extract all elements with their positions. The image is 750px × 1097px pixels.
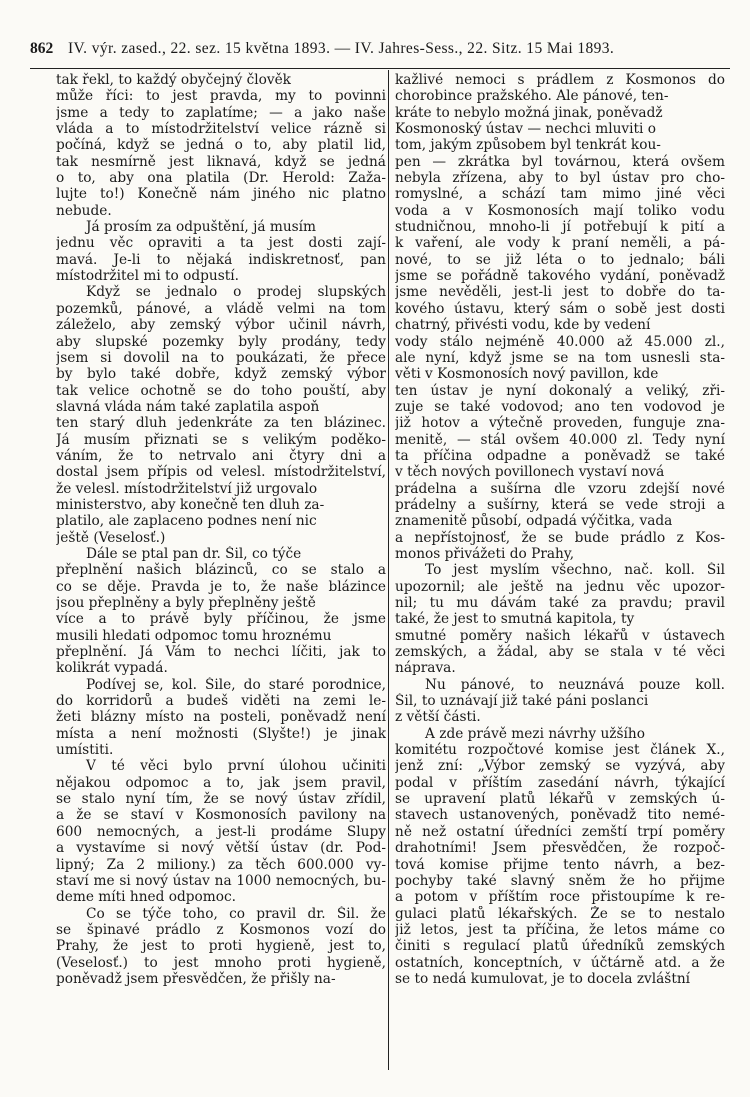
- text-line: vody stálo nejméně 40.000 až 45.000 zl.,: [395, 333, 725, 350]
- text-line: žeti blázny místo na posteli, poněvadž není: [56, 709, 386, 726]
- text-line: Kosmonoský ústav — nechci mluviti o: [395, 121, 656, 138]
- text-line: voda a v Kosmonosích mají toliko vodu: [395, 202, 725, 219]
- text-line: činiti s regulací platů úředníků zemských: [395, 938, 725, 955]
- text-line: musili hledati odpomoc tomu hroznému: [56, 627, 332, 644]
- text-line: k vaření, ale vody k praní neměli, a pá-: [395, 235, 725, 252]
- text-line: monos přivážeti do Prahy,: [395, 545, 575, 562]
- text-line: slavná vláda nám také zaplatila aspoň: [56, 398, 320, 415]
- text-line: náprava.: [395, 660, 456, 677]
- text-line: Šil, to uznávají již také páni poslanci: [395, 693, 649, 710]
- text-line: komitétu rozpočtové komise jest článek X.,: [395, 742, 725, 759]
- text-line: kového ústavu, který sám o sobě jest dosti: [395, 300, 725, 317]
- text-line: tová komise přijme tento návrh, a bez-: [395, 856, 725, 873]
- text-line: se upravení platů lékařů v zemských ú-: [395, 791, 725, 808]
- text-line: Dále se ptal pan dr. Šil, co týče: [86, 545, 302, 562]
- text-line: ministerstvo, aby konečně ten dluh za-: [56, 496, 325, 513]
- text-line: že velesl. místodržitelství již urgovalo: [56, 480, 318, 497]
- right-column: [395, 72, 725, 1072]
- text-line: jsem si dovolil na to poukázati, že přece: [56, 349, 386, 366]
- text-line: ještě (Veselosť.): [56, 529, 166, 546]
- text-line: jenž zní: „Výbor zemský se vyzývá, aby: [395, 758, 725, 775]
- text-line: (Veselosť.) to jest mnoho proti hygieně,: [56, 954, 386, 971]
- header-rule: [30, 68, 730, 69]
- text-line: pochyby také slavný sněm že ho přijme: [395, 872, 725, 889]
- column-divider: [388, 70, 389, 1070]
- page-number: 862: [30, 40, 54, 57]
- text-line: jsme se pořádně takového vydání, poněvadž: [395, 268, 725, 285]
- text-line: kolikrát vypadá.: [56, 660, 168, 677]
- text-line: Podívej se, kol. Šile, do staré porodnice,: [86, 676, 386, 693]
- text-line: ten ústav je nyní dokonalý a veliký, zři-: [395, 382, 725, 399]
- text-line: v těch nových povillonech vystaví nová: [395, 464, 665, 481]
- text-line: prádelny a sušírny, která se vede stroji a: [395, 496, 725, 513]
- text-line: nebude.: [56, 202, 112, 219]
- text-line: lujte to!) Konečně nám jiného nic platno: [56, 186, 386, 203]
- text-line: drahotními! Jsem přesvědčen, že rozpoč-: [395, 840, 725, 857]
- text-line: vláda a to místodržitelství velice rázně si: [56, 121, 386, 138]
- text-line: gulaci platů lékařských. Že se to nestalo: [395, 905, 725, 922]
- text-line: tak nesmírně jest liknavá, když se jedná: [56, 153, 386, 170]
- text-line: platilo, ale zaplaceno podnes není nic: [56, 513, 317, 530]
- text-line: mavá. Je-li to nějaká indiskretnosť, pan: [56, 251, 386, 268]
- text-line: místa a není možnosti (Slyšte!) je jinak: [56, 725, 386, 742]
- text-line: jsme a tedy to zaplatíme; — a jako naše: [56, 104, 386, 121]
- text-line: ostatních, konceptních, v účtárně atd. a že: [395, 954, 725, 971]
- text-line: Prahy, že jest to proti hygieně, jest to,: [56, 938, 386, 955]
- text-line: staví me si nový ústav na 1000 nemocných, bu-: [56, 872, 386, 889]
- text-line: již hotov a výtečně proveden, funguje zna-: [395, 415, 725, 432]
- text-line: Já musím přiznati se s velikým poděko-: [56, 431, 386, 448]
- text-line: místodržitel mi to odpustí.: [56, 268, 239, 285]
- text-line: počíná, když se jedná o to, aby platil lid,: [56, 137, 386, 154]
- text-line: a vystavíme si nový větší ústav (dr. Pod-: [56, 840, 386, 857]
- text-line: 600 nemocných, a jest-li prodáme Slupy: [56, 823, 386, 840]
- text-line: zuje se také vodovod; ano ten vodovod je: [395, 398, 725, 415]
- text-line: Nu pánové, to neuznává pouze koll.: [425, 676, 725, 693]
- text-line: o to, aby ona platila (Dr. Herold: Zaža-: [56, 170, 386, 187]
- text-line: více a to právě byly příčinou, že jsme: [56, 611, 386, 628]
- text-line: Co se týče toho, co pravil dr. Šil. že: [86, 905, 386, 922]
- text-line: umístiti.: [56, 742, 114, 759]
- text-line: co se děje. Pravda je to, že naše blázince: [56, 578, 386, 595]
- text-line: smutné poměry našich lékařů v ústavech: [395, 627, 725, 644]
- text-line: tak velice ochotně se do toho pouští, aby: [56, 382, 386, 399]
- text-line: ně než ostatní úředníci zemští trpí poměry: [395, 823, 725, 840]
- text-line: pozemků, pánové, a vládě velmi na tom: [56, 300, 386, 317]
- text-line: nebyla zřízena, aby to byl ústav pro cho-: [395, 170, 725, 187]
- text-line: studničnou, mnoho-li jí potřebují k pití a: [395, 219, 725, 236]
- text-line: stavech ustanovených, poněvadž tito nemé-: [395, 807, 725, 824]
- text-line: To jest myslím všechno, nač. koll. Šil: [425, 562, 725, 579]
- text-line: záleželo, aby zemský výbor učinil návrh,: [56, 317, 386, 334]
- text-line: do korridorů a budeš viděti na zemi le-: [56, 693, 386, 710]
- text-line: může říci: to jest pravda, my to povinni: [56, 88, 386, 105]
- text-line: a potom v příštím roce přistoupíme k re-: [395, 889, 725, 906]
- text-line: lipný; Za 2 miliony.) za těch 600.000 vy-: [56, 856, 386, 873]
- text-line: se to nedá kumulovat, je to docela zvláštní: [395, 970, 691, 987]
- text-line: také, že jest to smutná kapitola, ty: [395, 611, 635, 628]
- text-line: a nepřístojnosť, že se bude prádlo z Kos-: [395, 529, 725, 546]
- text-line: a že se staví v Kosmonosích pavilony na: [56, 807, 386, 824]
- text-line: poněvadž jsem přesvědčen, že přišly na-: [56, 970, 336, 987]
- text-line: nové, to se již léta o to jednalo; báli: [395, 251, 725, 268]
- text-line: aby slupské pozemky byly prodány, tedy: [56, 333, 386, 350]
- text-line: romyslné, a schází tam mimo jiné věci: [395, 186, 725, 203]
- text-line: upozornil; ale ještě na jednu věc upozor-: [395, 578, 725, 595]
- text-line: ale nyní, když jsme se na tom usnesli sta-: [395, 349, 725, 366]
- text-line: pen — zkrátka byl továrnou, která ovšem: [395, 153, 725, 170]
- text-line: V té věci bylo první úlohou učiniti: [86, 758, 386, 775]
- text-line: by bylo také dobře, když zemský výbor: [56, 366, 386, 383]
- text-line: dostal jsem přípis od velesl. místodržitelství,: [56, 464, 386, 481]
- text-line: podal v příštím zasedání návrh, týkající: [395, 774, 725, 791]
- text-line: chatrný, přivésti vodu, kde by vedení: [395, 317, 651, 334]
- text-line: znamenitě působí, odpadá výčitka, vada: [395, 513, 673, 530]
- text-line: již letos, jest ta příčina, že letos máme co: [395, 921, 725, 938]
- text-line: menitě, — stál ovšem 40.000 zl. Tedy nyní: [395, 431, 725, 448]
- text-line: věti v Kosmonosích nový pavillon, kde: [395, 366, 659, 383]
- text-line: deme míti hned odpomoc.: [56, 889, 236, 906]
- text-line: z větší části.: [395, 709, 481, 726]
- text-line: nějakou odpomoc a to, jak jsem pravil,: [56, 774, 386, 791]
- text-line: jednu věc opraviti a ta jest dosti zají-: [56, 235, 386, 252]
- text-line: kažlivé nemoci s prádlem z Kosmonos do: [395, 72, 725, 88]
- text-line: ten starý dluh jedenkráte za ten blázinec.: [56, 415, 386, 432]
- text-line: tak řekl, to každý obyčejný člověk: [56, 72, 291, 88]
- text-line: jsou přeplněny a byly přeplněny ještě: [56, 595, 316, 611]
- text-line: A zde právě mezi návrhy užšího: [425, 725, 645, 742]
- text-line: se špinavé prádlo z Kosmonos vozí do: [56, 921, 386, 938]
- text-line: přeplnění našich blázinců, co se stalo a: [56, 562, 386, 579]
- text-line: jsme nevěděli, jest-li jest to dobře do ta-: [395, 284, 725, 301]
- text-line: se stalo nyní tím, že se nový ústav zřídil,: [56, 791, 386, 808]
- left-column: [56, 72, 386, 1072]
- text-line: nil; tu mu dávám také za pravdu; pravil: [395, 595, 725, 611]
- text-line: kráte to nebylo možná jinak, poněvadž: [395, 104, 663, 121]
- text-line: Když se jednalo o prodej slupských: [86, 284, 386, 301]
- text-line: zemských, a žádal, aby se stala v té věci: [395, 644, 725, 661]
- text-line: ta příčina odpadne a poněvadž se také: [395, 447, 725, 464]
- text-line: váním, že to netrvalo ani čtyry dni a: [56, 447, 386, 464]
- text-line: přeplnění. Já Vám to nechci líčiti, jak to: [56, 644, 386, 661]
- text-line: prádelna a sušírna dle vzoru zdejší nové: [395, 480, 725, 497]
- text-line: chorobince pražského. Ale pánové, ten-: [395, 88, 669, 105]
- text-line: Já prosím za odpuštění, já musím: [86, 219, 317, 236]
- text-line: tom, jakým způsobem byl tenkrát kou-: [395, 137, 661, 154]
- page-header: [30, 34, 730, 64]
- running-title: IV. výr. zased., 22. sez. 15 května 1893. — IV. Jahres-Sess., 22. Sitz. 15 Mai 1893.: [68, 40, 615, 57]
